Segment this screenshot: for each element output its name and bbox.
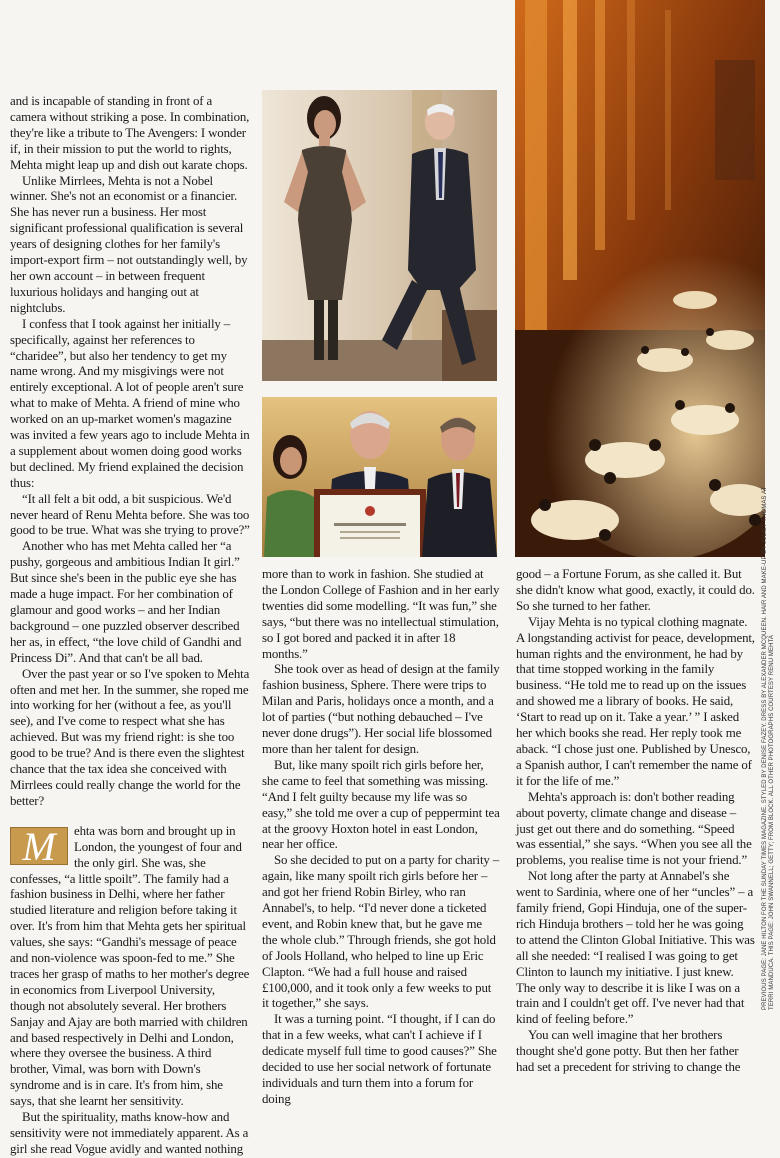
clinton-photo-image bbox=[262, 397, 497, 557]
paragraph: Vijay Mehta is no typical clothing magnate. A longstanding activist for peace, development, human rights and the environment, he had by that time stopped working in the family business. “He told me to read up on the issues and showed me a library of books. He said, ‘Start to read up on it. Take a year.’ ” I asked her which books she read. Her reply took me aback. “I chose just one. Published by Unesco, a Spanish author, I can't remember the name of it for the life of me.” bbox=[516, 614, 755, 788]
paragraph: Not long after the party at Annabel's she went to Sardinia, where one of her “uncles” – a family friend, Gopi Hinduja, one of the super-rich Hinduja brothers – told her he was going to attend the Clinton Global Initiative. This was all she needed: “I realised I was going to get Clinton to launch my initiative. I just knew. The only way to describe it is like I was on a train and I couldn't get off. I've never had that kind of feeling before.” bbox=[516, 869, 755, 1027]
dropcap-letter: M bbox=[10, 827, 68, 865]
hall-photo-image bbox=[515, 0, 765, 557]
paragraph: You can well imagine that her brothers thought she'd gone potty. But then her father had set a precedent for striving to change the bbox=[516, 1028, 741, 1075]
paragraph: “It all felt a bit odd, a bit suspicious. We'd never heard of Renu Mehta before. She was too good to be true. What was she trying to prove?” bbox=[10, 491, 250, 538]
paragraph: more than to work in fashion. She studied at the London College of Fashion and in her early twenties did some modelling. “It was fun,” she says, “but there was no intellectual stimulation, so I got bored and packed it in after 18 months.” bbox=[262, 567, 500, 661]
dropcap-paragraph bbox=[10, 824, 250, 1110]
photo-credit: PREVIOUS PAGE: JANE HILTON FOR THE SUNDAY TIMES MAGAZINE. STYLED BY DENISE FAZEY. DRESS BY ALEXANDER MCQUEEN. HAIR AND MAKE-UP BY JULIET THOMAS AT TERRI MANDUCA. THIS PAGE: JOHN SWANNELL; GETTY; FROM BLOCK. ALL OTHER PHOTOGRAPHS COURTESY RENU MEHTA bbox=[762, 486, 775, 1010]
hall-photo bbox=[515, 0, 765, 557]
article-column-right bbox=[516, 567, 756, 1076]
paragraph: But the spirituality, maths know-how and sensitivity were not immediately apparent. As a girl she read Vogue avidly and wanted nothing bbox=[10, 1110, 249, 1156]
clinton-photo bbox=[262, 397, 497, 557]
paragraph: good – a Fortune Forum, as she called it. But she didn't know what good, exactly, it could do. So she turned to her father. bbox=[516, 567, 755, 613]
paragraph: Over the past year or so I've spoken to Mehta often and met her. In the summer, she roped me into working for her (without a fee, as you'll see), and I've come to respect what she has achieved. But was my friend right: is she too good to be true? And is there even the slightest chance that the tax idea she conceived with Mirrlees could really change the world for the better? bbox=[10, 666, 250, 808]
paragraph: Unlike Mirrlees, Mehta is not a Nobel winner. She's not an economist or a financier. She has never run a business. Her most significant professional qualification is several years of designing clothes for her family's import-export firm – not outstandingly well, by her own account – in between frequent luxurious holidays and hanging out at nightclubs. bbox=[10, 173, 248, 315]
dropcap-paragraph-text: ehta was born and brought up in London, the youngest of four and the only girl. She was, she confesses, “a little spoilt”. The family had a fashion business in Delhi, where her father studied literature and religion before taking it over. It's from him that Mehta gets her spiritual values, she says: “Gandhi's message of peace and non-violence was spoon-fed to me.” She traces her grasp of maths to her mother's degree in economics from Liverpool University, though not absolutely several. Her brothers Sanjay and Ajay are both married with children and based respectively in Delhi and London, where they oversee the business. A third brother, Vimal, was born with Down's syndrome and is in care. It's from him, she says, that she learnt her sensitivity. bbox=[10, 823, 250, 1109]
paragraph: So she decided to put on a party for charity – again, like many spoilt rich girls before her – and got her friend Robin Birley, who ran Annabel's, to help. “I'd never done a ticketed event, and Robin knew that, but he gave me the whole club.” Through friends, she got hold of Jools Holland, who helped to line up Eric Clapton. “We had a full house and raised £100,000, and it took only a few weeks to put it together,” she says. bbox=[262, 853, 500, 1011]
paragraph: She took over as head of design at the family fashion business, Sphere. There were trips to Milan and Paris, holidays once a month, and a lot of parties (“but nothing debauched – I've never done drugs”). Her social life blossomed more than her talent for design. bbox=[262, 662, 500, 756]
portrait-photo-image bbox=[262, 90, 497, 381]
paragraph: I confess that I took against her initially – specifically, against her references to “charidee”, but also her tendency to get my name wrong. And my misgivings were not entirely exceptional. A lot of people aren't sure what to make of Mehta. A friend of mine who worked on an up-market women's magazine was invited a few years ago to include Mehta in a supplement about women doing good works but declined. My friend explained the decision thus: bbox=[10, 316, 250, 490]
paragraph: It was a turning point. “I thought, if I can do that in a few weeks, what can't I achieve if I dedicate myself full time to good causes?” She decided to use her social network of fortunate individuals and turn them into a forum for doing bbox=[262, 1012, 497, 1106]
paragraph: Another who has met Mehta called her “a pushy, gorgeous and ambitious Indian It girl.” But since she's been in the public eye she has made a huge impact. For her combination of glamour and good works – and her Indian background – one puzzled observer described her as, in effect, “the love child of Gandhi and Princess Di”. And that can't be all bad. bbox=[10, 539, 242, 665]
paragraph: But, like many spoilt rich girls before her, she came to feel that something was missing. “And I felt guilty because my life was so easy,” she told me over a cup of peppermint tea at the groovy Hoxton hotel in east London, near her office. bbox=[262, 757, 500, 852]
paragraph: Mehta's approach is: don't bother reading about poverty, climate change and disease – just get out there and do something. “Speed was essential,” she says. “When you see all the problems, you realise time is not your friend.” bbox=[516, 789, 752, 868]
portrait-photo bbox=[262, 90, 497, 381]
paragraph: and is incapable of standing in front of a camera without striking a pose. In combination, they're like a tribute to The Avengers: I wonder if, in their mission to put the world to rights, Mehta might leap up and dish out karate chops. bbox=[10, 94, 250, 172]
article-column-middle bbox=[262, 567, 500, 1108]
article-column-left bbox=[10, 94, 250, 1158]
